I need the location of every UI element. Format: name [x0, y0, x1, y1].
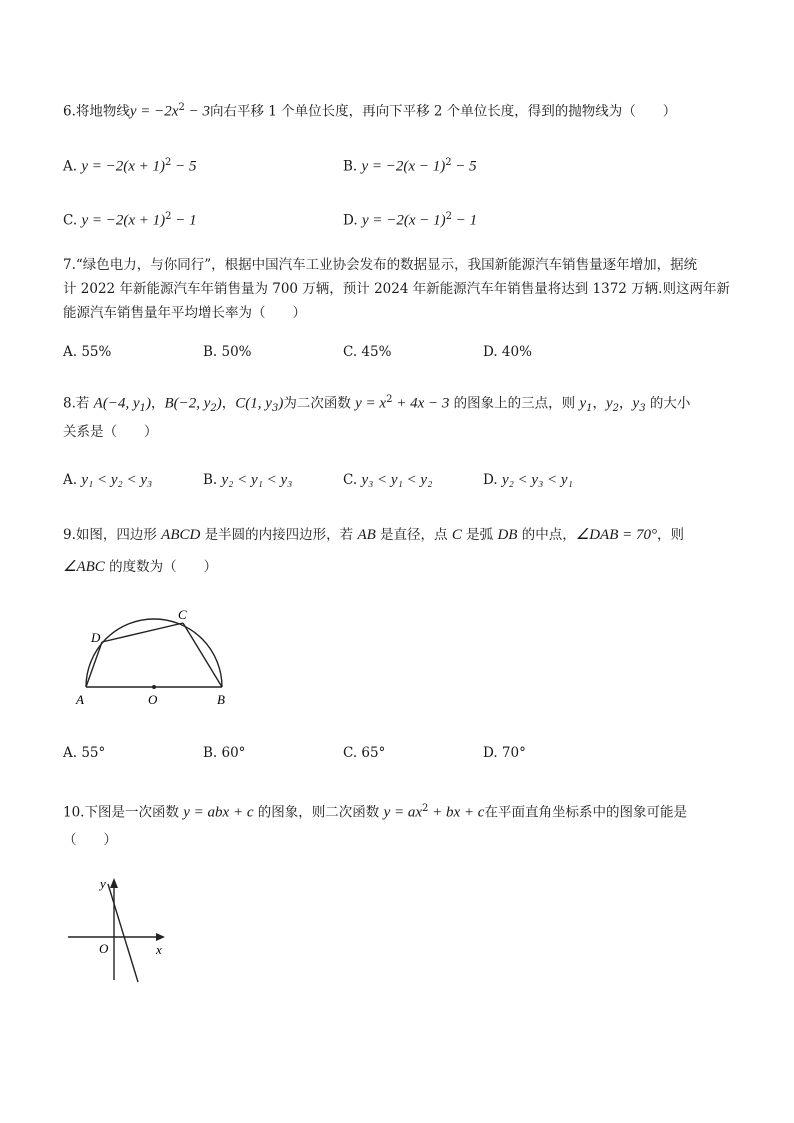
center-point — [152, 685, 156, 689]
label-a: A — [76, 692, 84, 707]
label-b: B — [217, 692, 225, 707]
q8-point-a: A(−4, y — [93, 395, 140, 412]
chord-cb — [183, 623, 222, 687]
q9-option-a[interactable]: A. 55° — [63, 745, 106, 761]
label-o: O — [148, 692, 158, 707]
q6-option-c[interactable]: C. $y = -2(x + 1)^2 - 1$ — [63, 211, 197, 229]
q8-option-b[interactable]: B. y₂ < y₁ < y₃ — [203, 472, 293, 488]
q8-point-b: B(−2, y — [164, 395, 211, 412]
q7-option-c[interactable]: C. 45% — [343, 344, 392, 360]
q8-stem-line1: 8.若 A(−4, $y_1$)，B(−2, $y_2$)，C(1, $y_3$)为二次函数 $y = x^2 + 4x - 3$ 的图象上的三点，则 $y_1$，$y_2$，$y_3$ 的大小 — [63, 394, 691, 415]
q10-stem-line2: （ ） — [63, 832, 117, 848]
q7-option-d[interactable]: D. 40% — [483, 344, 532, 360]
q9-stem-line1: 9.如图，四边形 ABCD 是半圆的内接四边形，若 AB 是直径，点 C 是弧 DB 的中点，∠DAB = 70°，则 — [63, 527, 684, 543]
label-origin: O — [99, 941, 109, 956]
x-axis-arrow — [156, 933, 165, 941]
q6-suffix: 向右平移 1 个单位长度，再向下平移 2 个单位长度，得到的抛物线为（ ） — [209, 103, 677, 120]
q6-option-d[interactable]: D. $y = -2(x - 1)^2 - 1$ — [343, 211, 478, 229]
q7-stem-line3: 能源汽车销售量年平均增长率为（ ） — [63, 305, 306, 321]
label-c: C — [178, 607, 187, 622]
q9-option-d[interactable]: D. 70° — [483, 745, 526, 761]
q8-option-a[interactable]: A. y₁ < y₂ < y₃ — [63, 472, 153, 488]
q9-option-c[interactable]: C. 65° — [343, 745, 386, 761]
q6-option-a[interactable]: A. $y = -2(x + 1)^2 - 5$ — [63, 157, 197, 175]
label-y: y — [100, 876, 106, 891]
q6-function-tail: − 3 — [184, 103, 210, 120]
q8-option-c[interactable]: C. y₃ < y₁ < y₂ — [343, 472, 433, 488]
q9-option-b[interactable]: B. 60° — [203, 745, 246, 761]
chord-ad — [86, 642, 102, 687]
q6-exponent: 2 — [178, 102, 185, 113]
q8-point-c: C(1, y — [235, 395, 272, 412]
q9-semicircle-figure — [70, 605, 240, 710]
q10-linear-graph-figure — [62, 870, 172, 985]
label-d: D — [91, 630, 101, 645]
q6-function: y = −2x — [129, 103, 179, 120]
q6-prefix: 6.将地物线 — [63, 103, 130, 120]
q6-option-b[interactable]: B. $y = -2(x - 1)^2 - 5$ — [343, 157, 477, 175]
q10-stem-line1: 10.下图是一次函数 y = abx + c 的图象，则二次函数 $y = ax^2$ + bx + c在平面直角坐标系中的图象可能是 — [63, 803, 687, 821]
q8-option-d[interactable]: D. y₂ < y₃ < y₁ — [483, 472, 573, 488]
q7-option-a[interactable]: A. 55% — [63, 344, 112, 360]
q8-stem-line2: 关系是（ ） — [63, 424, 158, 440]
linear-function-line — [108, 884, 138, 982]
y-axis-arrow — [110, 878, 118, 888]
q8-function: y = x — [355, 395, 387, 412]
q9-stem-line2: ∠ABC 的度数为（ ） — [63, 559, 218, 575]
question-6-stem — [63, 98, 676, 122]
q7-stem-line1: 7.“绿色电力，与你同行”，根据中国汽车工业协会发布的数据显示，我国新能源汽车销售量逐年增加，据统 — [63, 257, 698, 273]
label-x: x — [156, 942, 162, 957]
q7-option-b[interactable]: B. 50% — [203, 344, 252, 360]
q7-stem-line2: 计 2022 年新能源汽车年销售量为 700 万辆，预计 2024 年新能源汽车年销售量将达到 1372 万辆.则这两年新 — [63, 281, 730, 297]
